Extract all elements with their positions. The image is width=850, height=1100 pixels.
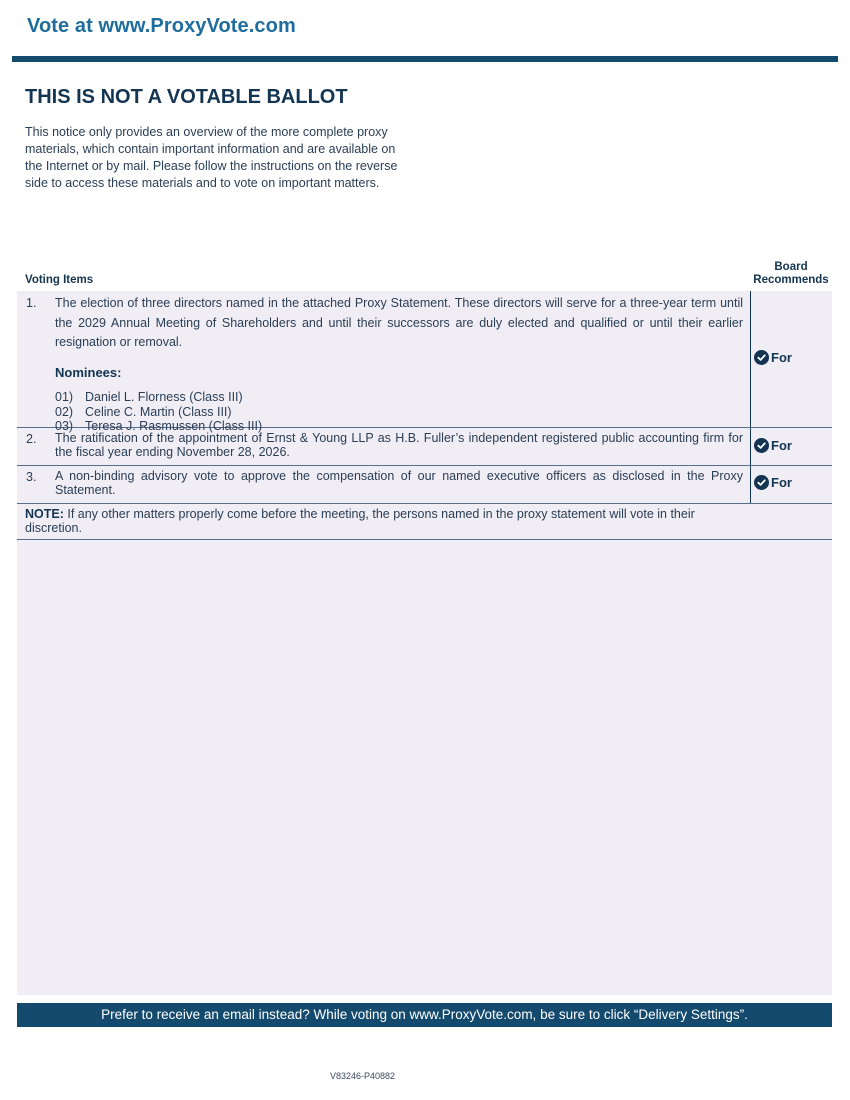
note-body: If any other matters properly come before the meeting, the persons named in the proxy statement will vote in their discretion. <box>25 507 695 535</box>
board-recommends-header <box>750 261 832 287</box>
recommendation-label: For <box>771 350 792 365</box>
nominee-number: 03) <box>55 419 74 433</box>
nominee-row <box>55 405 743 420</box>
board-recommendation-cell <box>750 466 832 503</box>
board-recommendation-cell <box>750 428 832 465</box>
note-text <box>25 507 755 535</box>
item-number: 1. <box>26 296 37 310</box>
item-number: 2. <box>26 432 37 446</box>
item-text <box>55 294 743 434</box>
note-row <box>17 503 832 540</box>
nominee-name: Celine C. Martin (Class III) <box>85 404 232 419</box>
proxyvote-link[interactable]: Vote at www.ProxyVote.com <box>27 15 296 37</box>
recommendation-for <box>754 475 792 490</box>
voting-item-1 <box>17 291 832 433</box>
nominee-number: 02) <box>55 404 74 419</box>
recommendation-for <box>754 438 792 453</box>
nominee-row <box>55 390 743 405</box>
voting-item-2 <box>17 428 832 466</box>
check-circle-icon <box>754 350 769 365</box>
board-header-line2: Recommends <box>753 274 829 286</box>
recommendation-label: For <box>771 438 792 453</box>
document-code: V83246-P40882 <box>330 1071 396 1081</box>
note-label: NOTE: <box>25 507 64 521</box>
recommendation-for <box>754 350 792 365</box>
item-description: The election of three directors named in the attached Proxy Statement. These directors will serve for a three-year term until the 2029 Annual Meeting of Shareholders and until their successors are duly elected and qualified or until their earlier resignation or removal. <box>55 296 743 349</box>
intro-paragraph: This notice only provides an overview of the more complete proxy materials, which contain important information and are available on the Internet or by mail. Please follow the instructions on the reverse side to access these materials and to vote on important matters. <box>25 125 398 190</box>
nominee-name: Teresa J. Rasmussen (Class III) <box>85 419 263 433</box>
nominee-number: 01) <box>55 390 74 404</box>
voting-item-3 <box>17 466 832 504</box>
check-circle-icon <box>754 475 769 490</box>
delivery-settings-banner: Prefer to receive an email instead? While voting on www.ProxyVote.com, be sure to click “Delivery Settings”. <box>17 1003 832 1027</box>
recommendation-label: For <box>771 475 792 490</box>
nominees-label: Nominees: <box>55 364 122 380</box>
board-recommendation-cell <box>750 291 832 427</box>
check-circle-icon <box>754 438 769 453</box>
item-number: 3. <box>26 470 37 484</box>
item-description: A non-binding advisory vote to approve the compensation of our named executive officers as disclosed in the Proxy Statement. <box>55 469 743 497</box>
board-header-line1: Board <box>774 261 808 273</box>
page-title: THIS IS NOT A VOTABLE BALLOT <box>25 86 348 108</box>
item-description: The ratification of the appointment of Ernst & Young LLP as H.B. Fuller’s independent registered public accounting firm for the fiscal year ending November 28, 2026. <box>55 431 743 459</box>
voting-items-header: Voting Items <box>25 274 94 286</box>
header-divider <box>12 56 838 62</box>
nominee-name: Daniel L. Florness (Class III) <box>85 390 243 404</box>
